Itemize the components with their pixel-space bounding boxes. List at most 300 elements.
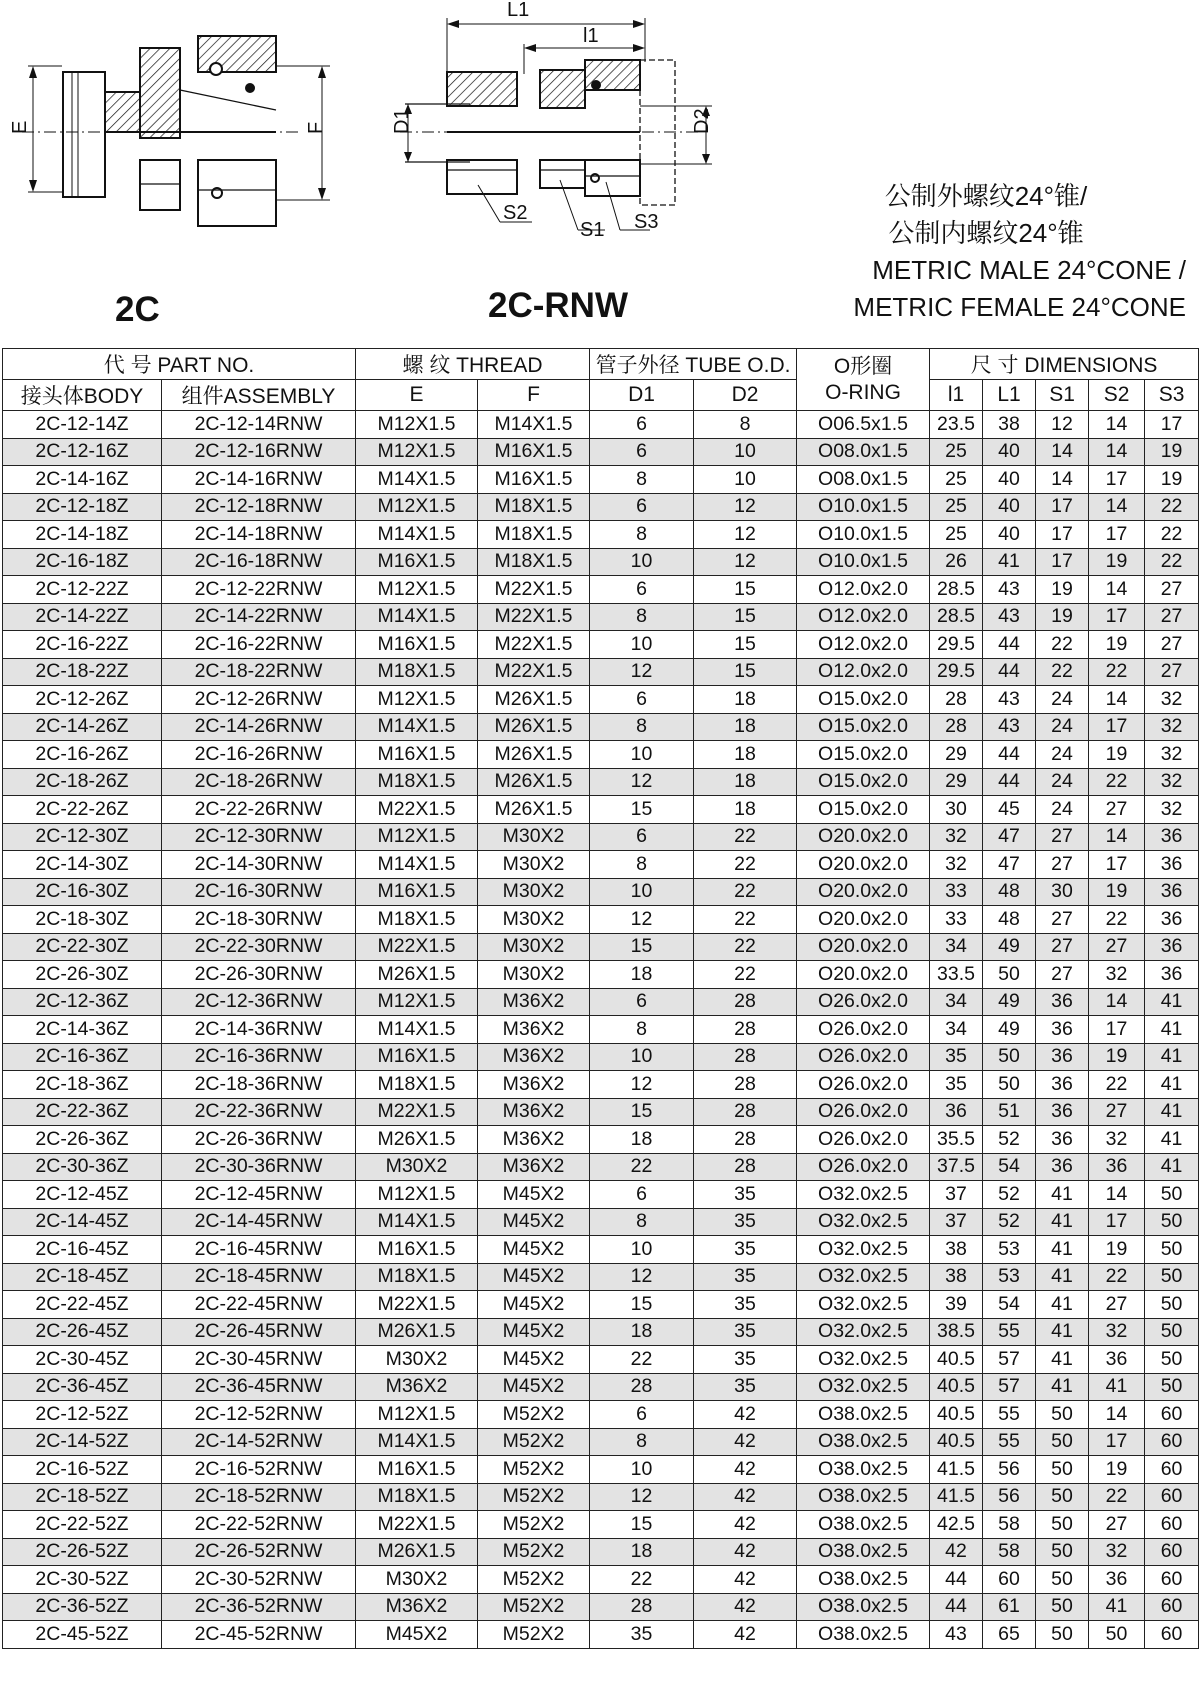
d2-cell: 42: [694, 1511, 797, 1539]
thread-e-cell: M18X1.5: [356, 906, 478, 934]
l1-small-cell: 33: [930, 906, 983, 934]
dim-label-f: F: [305, 121, 327, 134]
l1-large-cell: 58: [983, 1538, 1036, 1566]
l1-large-cell: 43: [983, 603, 1036, 631]
s3-cell: 60: [1145, 1401, 1199, 1429]
thread-f-cell: M36X2: [478, 1071, 590, 1099]
assembly-cell: 2C-16-26RNW: [162, 741, 356, 769]
l1-small-cell: 34: [930, 1016, 983, 1044]
thread-e-cell: M36X2: [356, 1373, 478, 1401]
header-tube-od: 管子外径 TUBE O.D.: [590, 349, 797, 380]
s3-cell: 50: [1145, 1236, 1199, 1264]
body-cell: 2C-30-45Z: [3, 1346, 162, 1374]
thread-e-cell: M12X1.5: [356, 411, 478, 439]
assembly-cell: 2C-30-45RNW: [162, 1346, 356, 1374]
l1-large-cell: 57: [983, 1346, 1036, 1374]
header-oring-zh: O形圈: [833, 354, 893, 378]
body-cell: 2C-18-26Z: [3, 768, 162, 796]
oring-cell: O26.0x2.0: [797, 1016, 930, 1044]
s2-cell: 27: [1089, 933, 1145, 961]
s3-cell: 60: [1145, 1593, 1199, 1621]
oring-cell: O38.0x2.5: [797, 1483, 930, 1511]
thread-f-cell: M45X2: [478, 1346, 590, 1374]
s2-cell: 22: [1089, 1263, 1145, 1291]
thread-f-cell: M45X2: [478, 1318, 590, 1346]
l1-large-cell: 40: [983, 438, 1036, 466]
s3-cell: 32: [1145, 686, 1199, 714]
oring-cell: O32.0x2.5: [797, 1263, 930, 1291]
l1-small-cell: 40.5: [930, 1346, 983, 1374]
s1-cell: 50: [1036, 1621, 1089, 1649]
l1-large-cell: 56: [983, 1456, 1036, 1484]
oring-cell: O15.0x2.0: [797, 741, 930, 769]
d1-cell: 22: [590, 1153, 694, 1181]
table-row: [3, 1538, 1199, 1566]
s1-cell: 24: [1036, 686, 1089, 714]
body-cell: 2C-12-52Z: [3, 1401, 162, 1429]
s1-cell: 41: [1036, 1263, 1089, 1291]
s2-cell: 50: [1089, 1621, 1145, 1649]
l1-large-cell: 55: [983, 1318, 1036, 1346]
assembly-cell: 2C-16-52RNW: [162, 1456, 356, 1484]
table-row: [3, 603, 1199, 631]
thread-e-cell: M18X1.5: [356, 768, 478, 796]
subheader-assembly: 组件ASSEMBLY: [162, 380, 356, 411]
l1-small-cell: 29: [930, 768, 983, 796]
body-cell: 2C-22-52Z: [3, 1511, 162, 1539]
s1-cell: 41: [1036, 1291, 1089, 1319]
l1-large-cell: 38: [983, 411, 1036, 439]
s1-cell: 36: [1036, 1126, 1089, 1154]
s3-cell: 41: [1145, 1098, 1199, 1126]
thread-f-cell: M14X1.5: [478, 411, 590, 439]
body-cell: 2C-36-45Z: [3, 1373, 162, 1401]
thread-f-cell: M30X2: [478, 851, 590, 879]
desc-zh-line-2: 公制内螺纹24°锥: [888, 218, 1084, 248]
l1-large-cell: 44: [983, 768, 1036, 796]
d1-cell: 8: [590, 603, 694, 631]
table-row: [3, 933, 1199, 961]
s3-cell: 50: [1145, 1346, 1199, 1374]
d1-cell: 8: [590, 713, 694, 741]
s2-cell: 17: [1089, 1208, 1145, 1236]
thread-f-cell: M52X2: [478, 1483, 590, 1511]
s1-cell: 36: [1036, 1071, 1089, 1099]
l1-small-cell: 34: [930, 933, 983, 961]
thread-e-cell: M14X1.5: [356, 603, 478, 631]
thread-e-cell: M12X1.5: [356, 576, 478, 604]
l1-small-cell: 28.5: [930, 576, 983, 604]
body-cell: 2C-26-30Z: [3, 961, 162, 989]
thread-e-cell: M12X1.5: [356, 1401, 478, 1429]
header-oring-en: O-RING: [825, 380, 901, 404]
table-row: [3, 1071, 1199, 1099]
body-cell: 2C-45-52Z: [3, 1621, 162, 1649]
thread-f-cell: M26X1.5: [478, 686, 590, 714]
body-cell: 2C-16-36Z: [3, 1043, 162, 1071]
l1-small-cell: 28: [930, 686, 983, 714]
subheader-s3: S3: [1145, 380, 1199, 411]
s3-cell: 41: [1145, 1043, 1199, 1071]
subheader-f: F: [478, 380, 590, 411]
s1-cell: 27: [1036, 851, 1089, 879]
thread-e-cell: M12X1.5: [356, 823, 478, 851]
s1-cell: 50: [1036, 1483, 1089, 1511]
thread-e-cell: M14X1.5: [356, 466, 478, 494]
oring-cell: O10.0x1.5: [797, 493, 930, 521]
d2-cell: 15: [694, 603, 797, 631]
assembly-cell: 2C-16-45RNW: [162, 1236, 356, 1264]
d1-cell: 6: [590, 576, 694, 604]
thread-e-cell: M16X1.5: [356, 1043, 478, 1071]
l1-large-cell: 50: [983, 1071, 1036, 1099]
d2-cell: 35: [694, 1373, 797, 1401]
l1-large-cell: 48: [983, 878, 1036, 906]
d2-cell: 22: [694, 878, 797, 906]
assembly-cell: 2C-22-26RNW: [162, 796, 356, 824]
s1-cell: 50: [1036, 1456, 1089, 1484]
thread-e-cell: M18X1.5: [356, 1483, 478, 1511]
thread-f-cell: M36X2: [478, 1098, 590, 1126]
d1-cell: 10: [590, 741, 694, 769]
l1-large-cell: 54: [983, 1291, 1036, 1319]
s1-cell: 36: [1036, 1016, 1089, 1044]
body-cell: 2C-30-52Z: [3, 1566, 162, 1594]
assembly-cell: 2C-22-30RNW: [162, 933, 356, 961]
thread-f-cell: M36X2: [478, 988, 590, 1016]
subheader-body: 接头体BODY: [3, 380, 162, 411]
spec-table: [2, 348, 1199, 1649]
thread-e-cell: M30X2: [356, 1346, 478, 1374]
s1-cell: 41: [1036, 1181, 1089, 1209]
s1-cell: 24: [1036, 741, 1089, 769]
table-row: [3, 1181, 1199, 1209]
d2-cell: 42: [694, 1538, 797, 1566]
s3-cell: 36: [1145, 851, 1199, 879]
table-row: [3, 1263, 1199, 1291]
s1-cell: 24: [1036, 768, 1089, 796]
s2-cell: 17: [1089, 521, 1145, 549]
l1-large-cell: 55: [983, 1401, 1036, 1429]
s3-cell: 50: [1145, 1181, 1199, 1209]
body-cell: 2C-16-18Z: [3, 548, 162, 576]
s2-cell: 36: [1089, 1566, 1145, 1594]
d2-cell: 22: [694, 906, 797, 934]
s1-cell: 22: [1036, 658, 1089, 686]
s3-cell: 60: [1145, 1511, 1199, 1539]
d1-cell: 6: [590, 1181, 694, 1209]
table-row: [3, 411, 1199, 439]
s1-cell: 22: [1036, 631, 1089, 659]
assembly-cell: 2C-18-22RNW: [162, 658, 356, 686]
d1-cell: 15: [590, 1291, 694, 1319]
table-body: [3, 411, 1199, 1649]
s1-cell: 50: [1036, 1566, 1089, 1594]
thread-e-cell: M16X1.5: [356, 548, 478, 576]
table-row: [3, 878, 1199, 906]
s3-cell: 32: [1145, 796, 1199, 824]
oring-cell: O20.0x2.0: [797, 961, 930, 989]
assembly-cell: 2C-36-52RNW: [162, 1593, 356, 1621]
body-cell: 2C-14-18Z: [3, 521, 162, 549]
oring-cell: O12.0x2.0: [797, 631, 930, 659]
s1-cell: 30: [1036, 878, 1089, 906]
oring-cell: O38.0x2.5: [797, 1428, 930, 1456]
thread-e-cell: M22X1.5: [356, 1291, 478, 1319]
l1-large-cell: 47: [983, 823, 1036, 851]
dim-label-d1: D1: [391, 108, 413, 134]
thread-f-cell: M30X2: [478, 933, 590, 961]
l1-large-cell: 40: [983, 466, 1036, 494]
thread-f-cell: M30X2: [478, 906, 590, 934]
s2-cell: 22: [1089, 658, 1145, 686]
l1-large-cell: 51: [983, 1098, 1036, 1126]
s2-cell: 32: [1089, 961, 1145, 989]
d2-cell: 35: [694, 1236, 797, 1264]
l1-large-cell: 52: [983, 1181, 1036, 1209]
d2-cell: 35: [694, 1181, 797, 1209]
s2-cell: 14: [1089, 1181, 1145, 1209]
d2-cell: 28: [694, 1016, 797, 1044]
d1-cell: 8: [590, 851, 694, 879]
s3-cell: 27: [1145, 631, 1199, 659]
d1-cell: 8: [590, 1016, 694, 1044]
s3-cell: 36: [1145, 906, 1199, 934]
d1-cell: 18: [590, 1318, 694, 1346]
thread-e-cell: M12X1.5: [356, 1181, 478, 1209]
s3-cell: 22: [1145, 493, 1199, 521]
s1-cell: 50: [1036, 1593, 1089, 1621]
body-cell: 2C-14-26Z: [3, 713, 162, 741]
s3-cell: 60: [1145, 1566, 1199, 1594]
model-label-2c: 2C: [115, 290, 160, 329]
l1-small-cell: 37: [930, 1208, 983, 1236]
body-cell: 2C-22-26Z: [3, 796, 162, 824]
l1-large-cell: 48: [983, 906, 1036, 934]
dim-label-s3: S3: [634, 211, 659, 233]
s3-cell: 50: [1145, 1291, 1199, 1319]
l1-small-cell: 35: [930, 1071, 983, 1099]
l1-large-cell: 44: [983, 631, 1036, 659]
d1-cell: 15: [590, 1511, 694, 1539]
d1-cell: 12: [590, 1483, 694, 1511]
s2-cell: 14: [1089, 988, 1145, 1016]
s2-cell: 17: [1089, 851, 1145, 879]
assembly-cell: 2C-14-16RNW: [162, 466, 356, 494]
s2-cell: 14: [1089, 438, 1145, 466]
table-row: [3, 1566, 1199, 1594]
table-row: [3, 713, 1199, 741]
dim-label-s2: S2: [503, 202, 528, 224]
s3-cell: 22: [1145, 548, 1199, 576]
s2-cell: 32: [1089, 1126, 1145, 1154]
table-row: [3, 1401, 1199, 1429]
thread-e-cell: M26X1.5: [356, 1538, 478, 1566]
oring-cell: O32.0x2.5: [797, 1373, 930, 1401]
body-cell: 2C-18-22Z: [3, 658, 162, 686]
body-cell: 2C-16-30Z: [3, 878, 162, 906]
table-row: [3, 1043, 1199, 1071]
assembly-cell: 2C-12-14RNW: [162, 411, 356, 439]
assembly-cell: 2C-14-22RNW: [162, 603, 356, 631]
l1-small-cell: 26: [930, 548, 983, 576]
thread-f-cell: M52X2: [478, 1511, 590, 1539]
s1-cell: 50: [1036, 1538, 1089, 1566]
s3-cell: 32: [1145, 741, 1199, 769]
assembly-cell: 2C-16-18RNW: [162, 548, 356, 576]
thread-f-cell: M18X1.5: [478, 548, 590, 576]
d1-cell: 10: [590, 878, 694, 906]
s3-cell: 41: [1145, 1071, 1199, 1099]
s2-cell: 36: [1089, 1346, 1145, 1374]
l1-small-cell: 25: [930, 466, 983, 494]
body-cell: 2C-16-22Z: [3, 631, 162, 659]
s2-cell: 22: [1089, 1071, 1145, 1099]
d2-cell: 10: [694, 438, 797, 466]
l1-large-cell: 49: [983, 988, 1036, 1016]
s1-cell: 50: [1036, 1428, 1089, 1456]
d1-cell: 8: [590, 521, 694, 549]
s3-cell: 19: [1145, 466, 1199, 494]
l1-large-cell: 56: [983, 1483, 1036, 1511]
assembly-cell: 2C-14-26RNW: [162, 713, 356, 741]
d2-cell: 28: [694, 1126, 797, 1154]
oring-cell: O20.0x2.0: [797, 851, 930, 879]
l1-large-cell: 44: [983, 741, 1036, 769]
s2-cell: 14: [1089, 411, 1145, 439]
table-row: [3, 1428, 1199, 1456]
thread-f-cell: M18X1.5: [478, 493, 590, 521]
assembly-cell: 2C-22-36RNW: [162, 1098, 356, 1126]
table-row: [3, 548, 1199, 576]
body-cell: 2C-12-14Z: [3, 411, 162, 439]
body-cell: 2C-14-52Z: [3, 1428, 162, 1456]
drawing-2c: [22, 36, 330, 226]
table-row: [3, 823, 1199, 851]
l1-small-cell: 38.5: [930, 1318, 983, 1346]
l1-small-cell: 23.5: [930, 411, 983, 439]
d2-cell: 15: [694, 631, 797, 659]
l1-large-cell: 49: [983, 1016, 1036, 1044]
l1-large-cell: 50: [983, 1043, 1036, 1071]
s1-cell: 36: [1036, 1098, 1089, 1126]
s1-cell: 41: [1036, 1208, 1089, 1236]
s3-cell: 17: [1145, 411, 1199, 439]
body-cell: 2C-16-26Z: [3, 741, 162, 769]
s1-cell: 50: [1036, 1511, 1089, 1539]
d2-cell: 12: [694, 521, 797, 549]
s1-cell: 14: [1036, 438, 1089, 466]
dim-label-l1-upper: L1: [507, 0, 530, 21]
thread-f-cell: M36X2: [478, 1016, 590, 1044]
d2-cell: 28: [694, 1043, 797, 1071]
oring-cell: O08.0x1.5: [797, 438, 930, 466]
d2-cell: 35: [694, 1318, 797, 1346]
s1-cell: 41: [1036, 1346, 1089, 1374]
s3-cell: 36: [1145, 961, 1199, 989]
l1-small-cell: 28: [930, 713, 983, 741]
thread-f-cell: M26X1.5: [478, 741, 590, 769]
d2-cell: 42: [694, 1428, 797, 1456]
d2-cell: 8: [694, 411, 797, 439]
d1-cell: 6: [590, 411, 694, 439]
thread-e-cell: M14X1.5: [356, 1016, 478, 1044]
assembly-cell: 2C-12-52RNW: [162, 1401, 356, 1429]
thread-f-cell: M18X1.5: [478, 521, 590, 549]
thread-f-cell: M45X2: [478, 1208, 590, 1236]
d2-cell: 10: [694, 466, 797, 494]
thread-e-cell: M16X1.5: [356, 1456, 478, 1484]
s1-cell: 17: [1036, 493, 1089, 521]
thread-e-cell: M22X1.5: [356, 796, 478, 824]
thread-f-cell: M52X2: [478, 1621, 590, 1649]
thread-e-cell: M22X1.5: [356, 933, 478, 961]
s1-cell: 36: [1036, 988, 1089, 1016]
s2-cell: 14: [1089, 823, 1145, 851]
l1-large-cell: 52: [983, 1126, 1036, 1154]
assembly-cell: 2C-12-30RNW: [162, 823, 356, 851]
s2-cell: 14: [1089, 576, 1145, 604]
thread-f-cell: M22X1.5: [478, 576, 590, 604]
oring-cell: O32.0x2.5: [797, 1181, 930, 1209]
d2-cell: 28: [694, 1153, 797, 1181]
oring-cell: O32.0x2.5: [797, 1208, 930, 1236]
d2-cell: 22: [694, 851, 797, 879]
assembly-cell: 2C-18-52RNW: [162, 1483, 356, 1511]
header: [0, 0, 1200, 345]
l1-small-cell: 38: [930, 1236, 983, 1264]
s1-cell: 36: [1036, 1153, 1089, 1181]
thread-e-cell: M36X2: [356, 1593, 478, 1621]
thread-e-cell: M14X1.5: [356, 851, 478, 879]
subheader-s2: S2: [1089, 380, 1145, 411]
assembly-cell: 2C-14-45RNW: [162, 1208, 356, 1236]
s2-cell: 19: [1089, 741, 1145, 769]
assembly-cell: 2C-26-30RNW: [162, 961, 356, 989]
l1-large-cell: 57: [983, 1373, 1036, 1401]
thread-f-cell: M16X1.5: [478, 466, 590, 494]
oring-cell: O20.0x2.0: [797, 906, 930, 934]
d2-cell: 35: [694, 1263, 797, 1291]
d2-cell: 35: [694, 1208, 797, 1236]
d1-cell: 6: [590, 1401, 694, 1429]
s1-cell: 41: [1036, 1373, 1089, 1401]
table-row: [3, 1153, 1199, 1181]
l1-small-cell: 43: [930, 1621, 983, 1649]
header-dimensions: 尺 寸 DIMENSIONS: [930, 349, 1199, 380]
l1-small-cell: 32: [930, 851, 983, 879]
assembly-cell: 2C-22-52RNW: [162, 1511, 356, 1539]
oring-cell: O38.0x2.5: [797, 1538, 930, 1566]
thread-f-cell: M52X2: [478, 1428, 590, 1456]
dim-label-e: E: [9, 120, 31, 134]
s3-cell: 50: [1145, 1208, 1199, 1236]
body-cell: 2C-26-36Z: [3, 1126, 162, 1154]
d2-cell: 42: [694, 1621, 797, 1649]
body-cell: 2C-14-30Z: [3, 851, 162, 879]
body-cell: 2C-16-52Z: [3, 1456, 162, 1484]
s1-cell: 24: [1036, 713, 1089, 741]
assembly-cell: 2C-14-36RNW: [162, 1016, 356, 1044]
oring-cell: O26.0x2.0: [797, 1153, 930, 1181]
s3-cell: 60: [1145, 1428, 1199, 1456]
d1-cell: 15: [590, 933, 694, 961]
s3-cell: 27: [1145, 603, 1199, 631]
assembly-cell: 2C-18-26RNW: [162, 768, 356, 796]
s1-cell: 41: [1036, 1318, 1089, 1346]
thread-e-cell: M14X1.5: [356, 713, 478, 741]
header-part-no: 代 号 PART NO.: [3, 349, 356, 380]
